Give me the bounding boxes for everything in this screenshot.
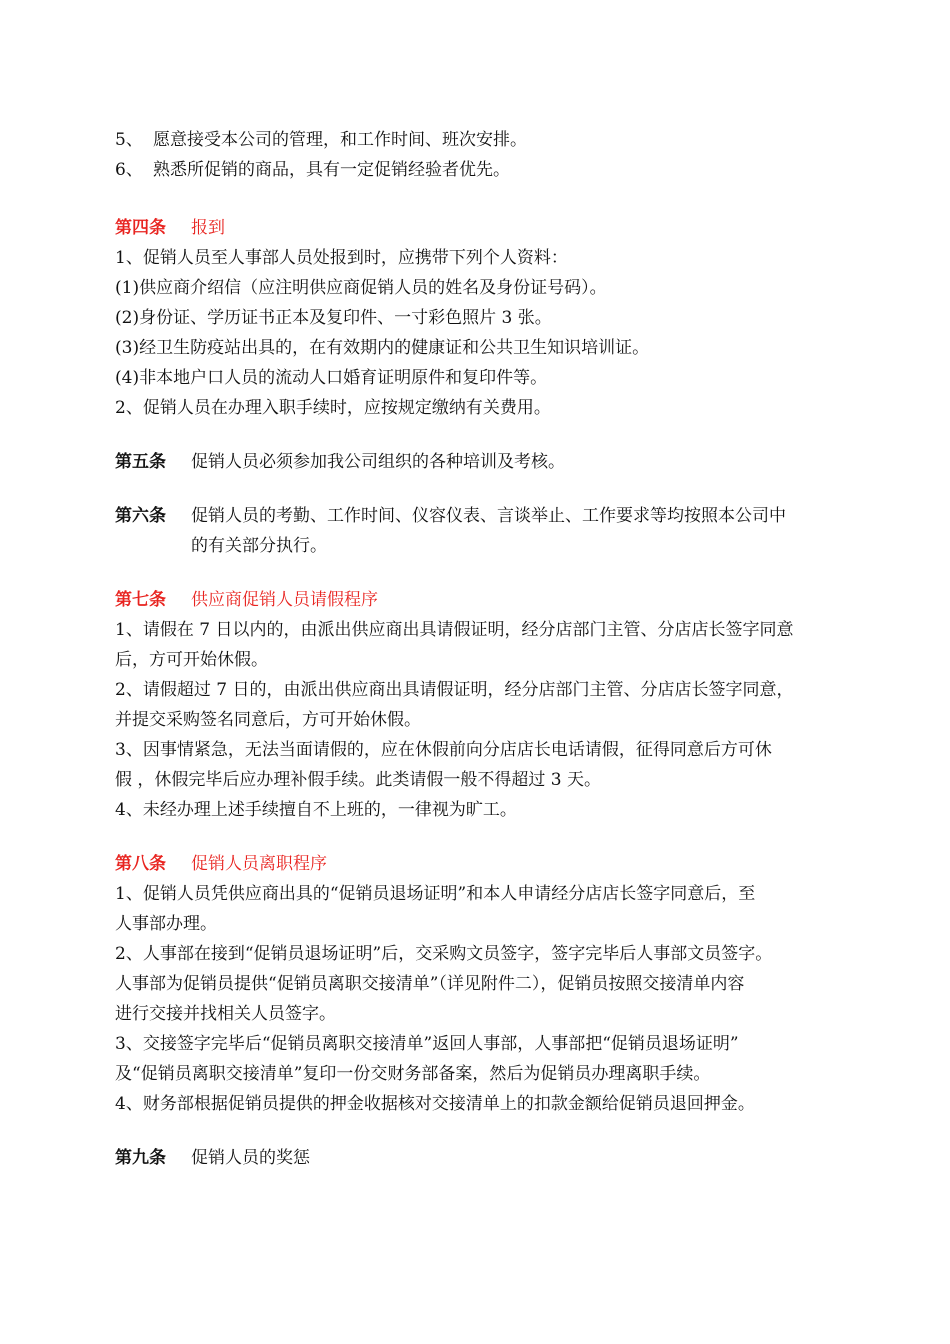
- paragraph-line: 后，方可开始休假。: [115, 650, 268, 670]
- paragraph-line: 促销人员的考勤、工作时间、仪容仪表、言谈举止、工作要求等均按照本公司中: [191, 506, 786, 526]
- article-7-heading: 第七条 供应商促销人员请假程序: [115, 590, 378, 610]
- paragraph-line: 1、促销人员凭供应商出具的“促销员退场证明”和本人申请经分店店长签字同意后，至: [115, 884, 756, 904]
- paragraph-line: 及“促销员离职交接清单”复印一份交财务部备案，然后为促销员办理离职手续。: [115, 1064, 711, 1084]
- article-8-heading: 第八条 促销人员离职程序: [115, 854, 327, 874]
- paragraph-line: 2、请假超过 7 日的，由派出供应商出具请假证明，经分店部门主管、分店店长签字同意，: [115, 680, 794, 700]
- paragraph-line: 1、请假在 7 日以内的，由派出供应商出具请假证明，经分店部门主管、分店店长签字同意: [115, 620, 794, 640]
- article-6: 第六条 促销人员的考勤、工作时间、仪容仪表、言谈举止、工作要求等均按照本公司中 的有关部分执行。: [115, 501, 845, 561]
- paragraph-line: (2)身份证、学历证书正本及复印件、一寸彩色照片 3 张。: [115, 308, 552, 328]
- article-9-heading: 第九条 促销人员的奖惩: [115, 1148, 310, 1168]
- paragraph-line: 人事部为促销员提供“促销员离职交接清单”（详见附件二），促销员按照交接清单内容: [115, 974, 745, 994]
- paragraph-line: 4、财务部根据促销员提供的押金收据核对交接清单上的扣款金额给促销员退回押金。: [115, 1094, 755, 1114]
- list-item: 5、 愿意接受本公司的管理，和工作时间、班次安排。: [115, 130, 527, 150]
- list-item: 6、 熟悉所促销的商品，具有一定促销经验者优先。: [115, 160, 510, 180]
- paragraph-line: 并提交采购签名同意后，方可开始休假。: [115, 710, 421, 730]
- paragraph-line: (1)供应商介绍信（应注明供应商促销人员的姓名及身份证号码）。: [115, 278, 607, 298]
- document-page: [115, 125, 845, 1173]
- paragraph-line: 1、促销人员至人事部人员处报到时，应携带下列个人资料：: [115, 248, 568, 268]
- paragraph-line: 3、交接签字完毕后“促销员离职交接清单”返回人事部，人事部把“促销员退场证明”: [115, 1034, 739, 1054]
- paragraph-line: 4、未经办理上述手续擅自不上班的，一律视为旷工。: [115, 800, 517, 820]
- paragraph-line: (3)经卫生防疫站出具的，在有效期内的健康证和公共卫生知识培训证。: [115, 338, 650, 358]
- paragraph-line: 3、因事情紧急，无法当面请假的，应在休假前向分店店长电话请假，征得同意后方可休: [115, 740, 772, 760]
- article-4-heading: 第四条 报到: [115, 218, 225, 238]
- article-5: 第五条 促销人员必须参加我公司组织的各种培训及考核。: [115, 452, 565, 472]
- paragraph-line: 2、促销人员在办理入职手续时，应按规定缴纳有关费用。: [115, 398, 551, 418]
- paragraph-line: 人事部办理。: [115, 914, 217, 934]
- paragraph-line: 的有关部分执行。: [191, 536, 327, 556]
- paragraph-line: 进行交接并找相关人员签字。: [115, 1004, 336, 1024]
- paragraph-line: 2、人事部在接到“促销员退场证明”后，交采购文员签字，签字完毕后人事部文员签字。: [115, 944, 773, 964]
- paragraph-line: 假 ，休假完毕后应办理补假手续。此类请假一般不得超过 3 天。: [115, 770, 602, 790]
- paragraph-line: (4)非本地户口人员的流动人口婚育证明原件和复印件等。: [115, 368, 548, 388]
